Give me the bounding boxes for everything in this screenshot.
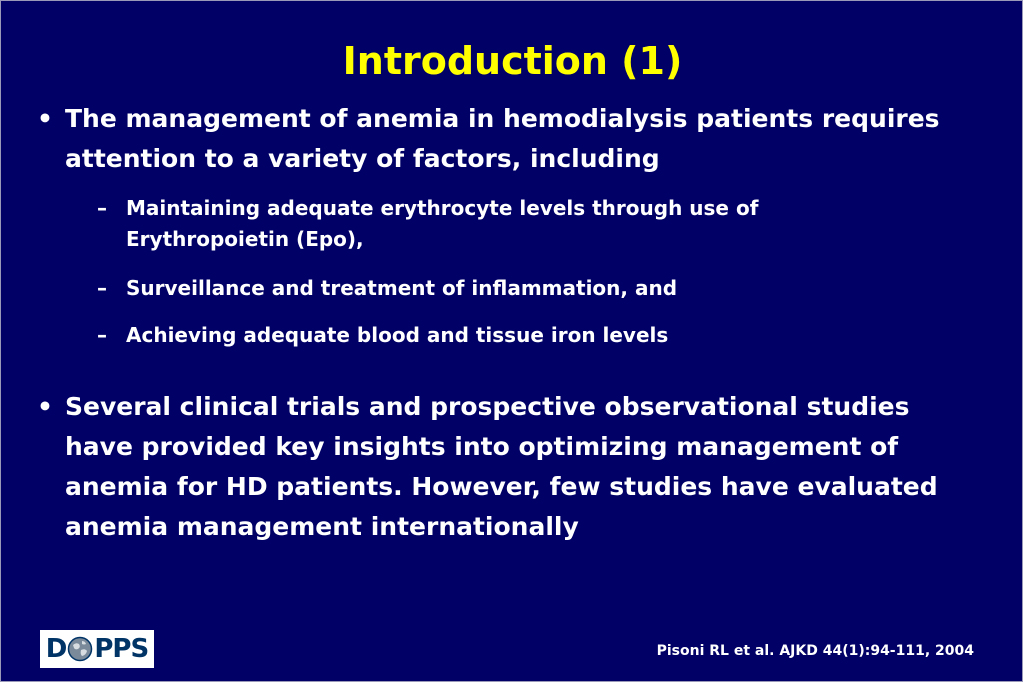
- sub-item-1: [97, 193, 917, 255]
- sub-marker: –: [97, 323, 107, 347]
- globe-icon: [67, 636, 93, 662]
- sub-item-3: [97, 320, 917, 351]
- bullet-item-1: [37, 99, 967, 179]
- dopps-logo: [40, 630, 154, 668]
- sub-text: Maintaining adequate erythrocyte levels through use of Erythropoietin (Epo),: [126, 196, 759, 251]
- bullet-text: Several clinical trials and prospective observational studies have provided key insights into optimizing management of anemia for HD patients. However, few studies have evaluated anemia management internationally: [65, 392, 938, 541]
- bullet-marker: •: [37, 392, 53, 421]
- bullet-text: The management of anemia in hemodialysis patients requires attention to a variety of factors, including: [65, 104, 940, 173]
- sub-item-2: [97, 273, 917, 304]
- sub-text: Achieving adequate blood and tissue iron levels: [126, 323, 669, 347]
- logo-letter-d: D: [45, 634, 67, 664]
- slide-title: Introduction (1): [342, 39, 683, 83]
- logo-wordmark: [46, 634, 148, 664]
- sub-marker: –: [97, 196, 107, 220]
- bullet-item-2: [37, 387, 967, 547]
- citation: Pisoni RL et al. AJKD 44(1):94-111, 2004: [656, 643, 974, 659]
- bullet-marker: •: [37, 104, 53, 133]
- sub-text: Surveillance and treatment of inflammation, and: [126, 276, 678, 300]
- logo-letters-pps: PPS: [94, 634, 149, 664]
- sub-marker: –: [97, 276, 107, 300]
